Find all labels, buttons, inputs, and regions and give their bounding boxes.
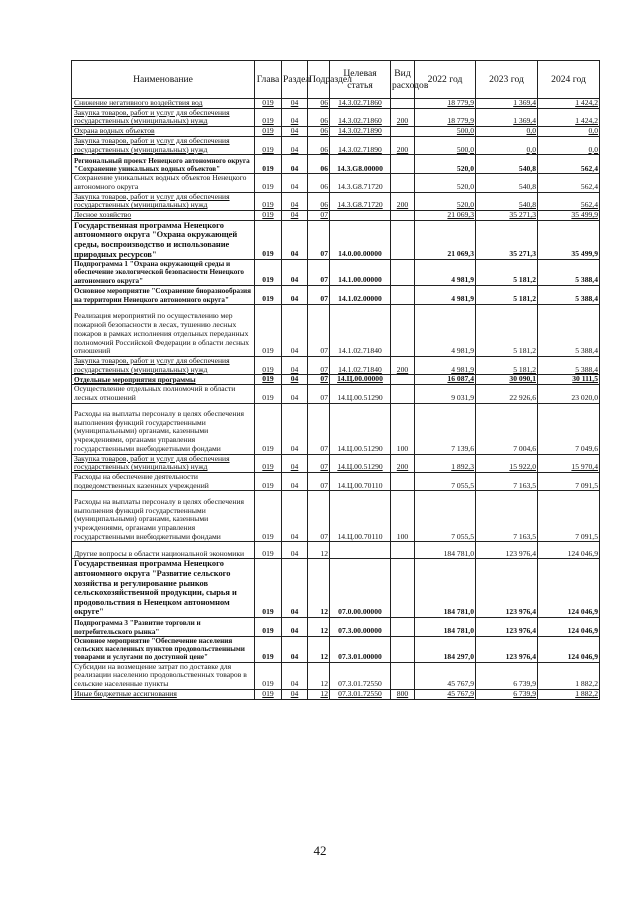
row-glava: 019: [255, 305, 282, 357]
row-name: Основное мероприятие "Сохранение биоразнообразия на территории Ненецкого автономного округа": [72, 286, 255, 305]
row-podrazdel: 12: [308, 662, 330, 689]
row-value-2024: 562,4: [538, 155, 600, 174]
row-name: Закупка товаров, работ и услуг для обеспечения государственных (муниципальных) нужд: [72, 192, 255, 210]
row-name: Государственная программа Ненецкого автономного округа "Развитие сельского хозяйства и регулирование рынков сельскохозяйственной продукции, сырья и продовольствия в Ненецком автономном округе": [72, 559, 255, 618]
table-row: [72, 220, 600, 259]
row-value-2023: 15 922,0: [476, 454, 538, 472]
row-value-2023: 7 163,5: [476, 472, 538, 490]
row-podrazdel: 06: [308, 127, 330, 137]
row-glava: 019: [255, 260, 282, 286]
row-value-2022: 18 779,9: [415, 108, 476, 126]
row-value-2022: 45 767,9: [415, 662, 476, 689]
row-value-2023: 0,0: [476, 136, 538, 154]
row-name: Иные бюджетные ассигнования: [72, 689, 255, 699]
table-row: [72, 260, 600, 286]
row-value-2022: 4 981,9: [415, 357, 476, 375]
row-name: Подпрограмма 3 "Развитие торговли и потребительского рынка": [72, 617, 255, 636]
row-razdel: 04: [282, 375, 308, 385]
row-celevaya-statya: 14.3.02.71860: [330, 108, 391, 126]
row-value-2023: 6 739,9: [476, 689, 538, 699]
row-name: Снижение негативного воздействия вод: [72, 99, 255, 109]
row-value-2023: 123 976,4: [476, 559, 538, 618]
row-value-2024: 5 388,4: [538, 305, 600, 357]
row-value-2023: 540,8: [476, 155, 538, 174]
row-celevaya-statya: 14.Ц.00.51290: [330, 403, 391, 454]
row-value-2024: 5 388,4: [538, 260, 600, 286]
row-razdel: 04: [282, 127, 308, 137]
row-podrazdel: 06: [308, 192, 330, 210]
table-row: [72, 305, 600, 357]
row-razdel: 04: [282, 192, 308, 210]
table-row: [72, 136, 600, 154]
row-vid-rashodov: 100: [391, 491, 415, 542]
row-name: Расходы на выплаты персоналу в целях обеспечения выполнения функций государственными (муниципальными) органами, казенными учреждениями, органами управления государственными внебюджетными фондами: [72, 403, 255, 454]
row-value-2024: 1 882,2: [538, 662, 600, 689]
row-value-2023: 35 271,3: [476, 211, 538, 221]
row-value-2022: 500,0: [415, 136, 476, 154]
page-number: 42: [313, 843, 327, 858]
row-name: Охрана водных объектов: [72, 127, 255, 137]
row-razdel: 04: [282, 108, 308, 126]
row-vid-rashodov: [391, 127, 415, 137]
row-value-2024: 7 091,5: [538, 472, 600, 490]
row-glava: 019: [255, 385, 282, 403]
row-celevaya-statya: 14.Ц.00.00000: [330, 375, 391, 385]
row-celevaya-statya: 14.0.00.00000: [330, 220, 391, 259]
row-vid-rashodov: [391, 211, 415, 221]
row-razdel: 04: [282, 211, 308, 221]
row-value-2024: 23 020,0: [538, 385, 600, 403]
row-name: Другие вопросы в области национальной экономики: [72, 542, 255, 559]
row-celevaya-statya: 07.0.00.00000: [330, 559, 391, 618]
row-value-2022: 1 892,3: [415, 454, 476, 472]
table-row: [72, 99, 600, 109]
row-value-2024: 0,0: [538, 127, 600, 137]
row-name: Региональный проект Ненецкого автономного округа "Сохранение уникальных водных объектов": [72, 155, 255, 174]
row-value-2022: 18 779,9: [415, 99, 476, 109]
row-glava: 019: [255, 636, 282, 662]
row-value-2023: 540,8: [476, 174, 538, 192]
header-2022: 2022 год: [415, 61, 476, 99]
row-razdel: 04: [282, 357, 308, 375]
row-podrazdel: 12: [308, 617, 330, 636]
row-podrazdel: 12: [308, 689, 330, 699]
table-row: [72, 155, 600, 174]
row-vid-rashodov: [391, 636, 415, 662]
row-glava: 019: [255, 559, 282, 618]
row-value-2022: 16 087,4: [415, 375, 476, 385]
row-glava: 019: [255, 136, 282, 154]
row-glava: 019: [255, 192, 282, 210]
row-celevaya-statya: 14.3.G8.71720: [330, 174, 391, 192]
row-name: Подпрограмма 1 "Охрана окружающей среды и обеспечение экологической безопасности Ненецкого автономного округа": [72, 260, 255, 286]
row-glava: 019: [255, 99, 282, 109]
row-razdel: 04: [282, 403, 308, 454]
header-2024: 2024 год: [538, 61, 600, 99]
row-podrazdel: 07: [308, 385, 330, 403]
row-value-2022: 520,0: [415, 192, 476, 210]
row-name: Закупка товаров, работ и услуг для обеспечения государственных (муниципальных) нужд: [72, 136, 255, 154]
row-vid-rashodov: [391, 155, 415, 174]
row-vid-rashodov: [391, 220, 415, 259]
row-vid-rashodov: [391, 174, 415, 192]
row-glava: 019: [255, 155, 282, 174]
table-header-row: [72, 61, 600, 99]
table-row: [72, 127, 600, 137]
row-razdel: 04: [282, 260, 308, 286]
table-row: [72, 662, 600, 689]
row-podrazdel: 07: [308, 305, 330, 357]
row-celevaya-statya: 14.3.02.71860: [330, 99, 391, 109]
row-vid-rashodov: [391, 99, 415, 109]
row-value-2023: 0,0: [476, 127, 538, 137]
row-celevaya-statya: 07.3.00.00000: [330, 617, 391, 636]
row-razdel: 04: [282, 662, 308, 689]
row-celevaya-statya: 14.3.02.71890: [330, 127, 391, 137]
row-celevaya-statya: 07.3.01.00000: [330, 636, 391, 662]
row-razdel: 04: [282, 559, 308, 618]
table-row: [72, 472, 600, 490]
row-value-2022: 184 781,0: [415, 542, 476, 559]
row-razdel: 04: [282, 220, 308, 259]
row-value-2024: 1 882,2: [538, 689, 600, 699]
row-value-2023: 1 369,4: [476, 99, 538, 109]
row-celevaya-statya: 14.Ц.00.70110: [330, 491, 391, 542]
row-razdel: 04: [282, 99, 308, 109]
header-podrazdel: Подраздел: [308, 61, 330, 99]
row-podrazdel: 12: [308, 559, 330, 618]
row-value-2023: 123 976,4: [476, 636, 538, 662]
budget-table: [71, 60, 600, 700]
row-glava: 019: [255, 689, 282, 699]
row-vid-rashodov: [391, 375, 415, 385]
table-row: [72, 636, 600, 662]
row-glava: 019: [255, 491, 282, 542]
row-name: Реализация мероприятий по осуществлению мер пожарной безопасности в лесах, тушению лесных пожаров в рамках исполнения отдельных переданных полномочий Российской Федерации в области лесных отношений: [72, 305, 255, 357]
row-razdel: 04: [282, 385, 308, 403]
row-name: Закупка товаров, работ и услуг для обеспечения государственных (муниципальных) нужд: [72, 357, 255, 375]
row-name: Отдельные мероприятия программы: [72, 375, 255, 385]
row-razdel: 04: [282, 136, 308, 154]
row-celevaya-statya: [330, 542, 391, 559]
row-value-2024: 35 499,9: [538, 211, 600, 221]
row-podrazdel: 06: [308, 174, 330, 192]
row-vid-rashodov: 200: [391, 357, 415, 375]
row-name: Закупка товаров, работ и услуг для обеспечения государственных (муниципальных) нужд: [72, 454, 255, 472]
header-glava: Глава: [255, 61, 282, 99]
row-value-2023: 6 739,9: [476, 662, 538, 689]
row-glava: 019: [255, 472, 282, 490]
row-vid-rashodov: [391, 385, 415, 403]
row-value-2022: 520,0: [415, 155, 476, 174]
table-row: [72, 211, 600, 221]
row-celevaya-statya: 07.3.01.72550: [330, 662, 391, 689]
row-name: Расходы на выплаты персоналу в целях обеспечения выполнения функций государственными (муниципальными) органами, казенными учреждениями, органами управления государственными внебюджетными фондами: [72, 491, 255, 542]
row-podrazdel: 06: [308, 136, 330, 154]
table-row: [72, 542, 600, 559]
table-row: [72, 559, 600, 618]
header-celevaya-statya: Целевая статья: [330, 61, 391, 99]
row-razdel: 04: [282, 155, 308, 174]
row-vid-rashodov: 800: [391, 689, 415, 699]
row-podrazdel: 07: [308, 260, 330, 286]
row-podrazdel: 12: [308, 636, 330, 662]
row-value-2024: 124 046,9: [538, 542, 600, 559]
row-value-2023: 540,8: [476, 192, 538, 210]
row-razdel: 04: [282, 472, 308, 490]
row-name: Сохранение уникальных водных объектов Ненецкого автономного округа: [72, 174, 255, 192]
table-row: [72, 192, 600, 210]
row-value-2024: 1 424,2: [538, 108, 600, 126]
row-value-2023: 123 976,4: [476, 542, 538, 559]
row-celevaya-statya: 14.3.G8.00000: [330, 155, 391, 174]
row-razdel: 04: [282, 454, 308, 472]
row-glava: 019: [255, 454, 282, 472]
table-row: [72, 174, 600, 192]
row-value-2024: 7 049,6: [538, 403, 600, 454]
row-value-2022: 21 069,3: [415, 211, 476, 221]
row-vid-rashodov: [391, 260, 415, 286]
header-2023: 2023 год: [476, 61, 538, 99]
row-value-2022: 9 031,9: [415, 385, 476, 403]
row-value-2024: 5 388,4: [538, 286, 600, 305]
row-razdel: 04: [282, 636, 308, 662]
row-value-2023: 5 181,2: [476, 260, 538, 286]
row-value-2023: 7 163,5: [476, 491, 538, 542]
row-podrazdel: 07: [308, 286, 330, 305]
table-row: [72, 286, 600, 305]
header-vid-rashodov: Вид расходов: [391, 61, 415, 99]
row-vid-rashodov: 200: [391, 136, 415, 154]
row-value-2024: 562,4: [538, 192, 600, 210]
row-razdel: 04: [282, 305, 308, 357]
row-podrazdel: 07: [308, 357, 330, 375]
table-row: [72, 454, 600, 472]
row-value-2024: 1 424,2: [538, 99, 600, 109]
row-value-2022: 184 297,0: [415, 636, 476, 662]
row-vid-rashodov: [391, 559, 415, 618]
row-celevaya-statya: [330, 211, 391, 221]
row-value-2022: 45 767,9: [415, 689, 476, 699]
row-celevaya-statya: 14.3.02.71890: [330, 136, 391, 154]
row-celevaya-statya: 14.1.00.00000: [330, 260, 391, 286]
row-celevaya-statya: 14.1.02.71840: [330, 357, 391, 375]
row-name: Государственная программа Ненецкого автономного округа "Охрана окружающей среды, воспроизводство и использование природных ресурсов": [72, 220, 255, 259]
row-vid-rashodov: [391, 472, 415, 490]
row-value-2023: 5 181,2: [476, 357, 538, 375]
row-celevaya-statya: 14.1.02.00000: [330, 286, 391, 305]
row-razdel: 04: [282, 286, 308, 305]
row-celevaya-statya: 14.Ц.00.51290: [330, 454, 391, 472]
row-vid-rashodov: 100: [391, 403, 415, 454]
row-value-2022: 4 981,9: [415, 286, 476, 305]
row-value-2022: 7 055,5: [415, 491, 476, 542]
row-celevaya-statya: 14.1.02.71840: [330, 305, 391, 357]
row-glava: 019: [255, 220, 282, 259]
row-podrazdel: 07: [308, 220, 330, 259]
table-row: [72, 403, 600, 454]
row-value-2024: 124 046,9: [538, 559, 600, 618]
row-value-2022: 184 781,0: [415, 617, 476, 636]
row-glava: 019: [255, 174, 282, 192]
row-vid-rashodov: [391, 542, 415, 559]
row-value-2022: 184 781,0: [415, 559, 476, 618]
row-name: Основное мероприятие "Обеспечение населения сельских населенных пунктов продовольственными товарами и услугами по доступной цене": [72, 636, 255, 662]
row-name: Лесное хозяйство: [72, 211, 255, 221]
row-glava: 019: [255, 375, 282, 385]
row-name: Субсидии на возмещение затрат по доставке для реализации населению продовольственных товаров в сельские населенные пункты: [72, 662, 255, 689]
row-name: Осуществление отдельных полномочий в области лесных отношений: [72, 385, 255, 403]
row-glava: 019: [255, 108, 282, 126]
row-glava: 019: [255, 211, 282, 221]
row-value-2023: 123 976,4: [476, 617, 538, 636]
header-name: Наименование: [72, 61, 255, 99]
row-value-2022: 21 069,3: [415, 220, 476, 259]
row-glava: 019: [255, 617, 282, 636]
table-row: [72, 617, 600, 636]
row-value-2024: 124 046,9: [538, 617, 600, 636]
table-body: [72, 99, 600, 700]
row-celevaya-statya: 07.3.01.72550: [330, 689, 391, 699]
row-glava: 019: [255, 662, 282, 689]
row-value-2023: 5 181,2: [476, 286, 538, 305]
row-value-2024: 7 091,5: [538, 491, 600, 542]
row-vid-rashodov: 200: [391, 192, 415, 210]
row-celevaya-statya: 14.Ц.00.70110: [330, 472, 391, 490]
row-razdel: 04: [282, 491, 308, 542]
row-vid-rashodov: 200: [391, 108, 415, 126]
row-value-2023: 30 090,1: [476, 375, 538, 385]
row-value-2023: 22 926,6: [476, 385, 538, 403]
row-value-2024: 5 388,4: [538, 357, 600, 375]
row-value-2023: 35 271,3: [476, 220, 538, 259]
row-podrazdel: 07: [308, 375, 330, 385]
row-value-2024: 35 499,9: [538, 220, 600, 259]
row-glava: 019: [255, 357, 282, 375]
row-celevaya-statya: 14.Ц.00.51290: [330, 385, 391, 403]
row-vid-rashodov: 200: [391, 454, 415, 472]
row-podrazdel: 06: [308, 99, 330, 109]
row-vid-rashodov: [391, 617, 415, 636]
row-value-2024: 562,4: [538, 174, 600, 192]
row-value-2022: 520,0: [415, 174, 476, 192]
row-razdel: 04: [282, 174, 308, 192]
row-name: Закупка товаров, работ и услуг для обеспечения государственных (муниципальных) нужд: [72, 108, 255, 126]
row-vid-rashodov: [391, 286, 415, 305]
row-value-2023: 5 181,2: [476, 305, 538, 357]
row-podrazdel: 07: [308, 491, 330, 542]
row-glava: 019: [255, 286, 282, 305]
row-name: Расходы на обеспечение деятельности подведомственных казенных учреждений: [72, 472, 255, 490]
table-row: [72, 689, 600, 699]
row-value-2024: 30 111,5: [538, 375, 600, 385]
table-row: [72, 385, 600, 403]
table-row: [72, 357, 600, 375]
row-podrazdel: 07: [308, 454, 330, 472]
row-glava: 019: [255, 403, 282, 454]
row-value-2022: 500,0: [415, 127, 476, 137]
row-value-2024: 0,0: [538, 136, 600, 154]
row-razdel: 04: [282, 617, 308, 636]
header-razdel: Раздел: [282, 61, 308, 99]
row-razdel: 04: [282, 689, 308, 699]
row-glava: 019: [255, 127, 282, 137]
row-podrazdel: 06: [308, 108, 330, 126]
row-value-2022: 7 055,5: [415, 472, 476, 490]
row-value-2023: 1 369,4: [476, 108, 538, 126]
row-value-2024: 15 970,4: [538, 454, 600, 472]
row-value-2024: 124 046,9: [538, 636, 600, 662]
row-podrazdel: 12: [308, 542, 330, 559]
row-podrazdel: 06: [308, 155, 330, 174]
table-row: [72, 491, 600, 542]
row-podrazdel: 07: [308, 472, 330, 490]
row-vid-rashodov: [391, 305, 415, 357]
row-celevaya-statya: 14.3.G8.71720: [330, 192, 391, 210]
row-podrazdel: 07: [308, 211, 330, 221]
row-value-2022: 4 981,9: [415, 260, 476, 286]
row-vid-rashodov: [391, 662, 415, 689]
table-row: [72, 108, 600, 126]
row-podrazdel: 07: [308, 403, 330, 454]
row-value-2022: 7 139,6: [415, 403, 476, 454]
row-value-2022: 4 981,9: [415, 305, 476, 357]
row-glava: 019: [255, 542, 282, 559]
row-value-2023: 7 004,6: [476, 403, 538, 454]
row-razdel: 04: [282, 542, 308, 559]
